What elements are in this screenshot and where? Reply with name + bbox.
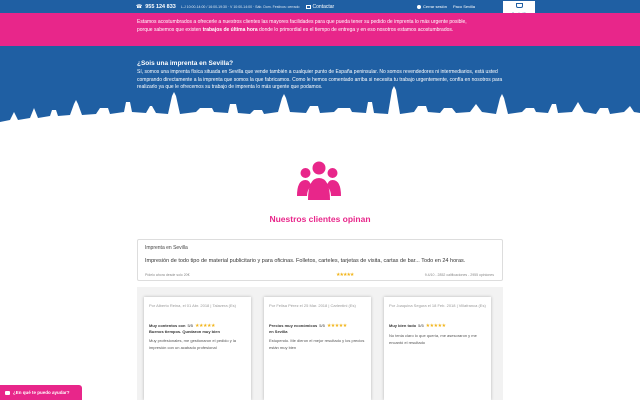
reviews-carousel bbox=[137, 287, 503, 400]
contact-link[interactable] bbox=[306, 4, 335, 10]
review-text: Estupendo. Me dieron el mejor resultado y los precios están muy bien bbox=[269, 338, 365, 350]
chat-icon bbox=[5, 391, 10, 395]
logout-link[interactable] bbox=[417, 4, 447, 9]
review-meta: Por Alberto Reina, el 01 Abr. 2018 | Talavera (Es) bbox=[149, 303, 237, 308]
urgent-line-2 bbox=[137, 26, 640, 34]
business-description: Impresión de todo tipo de material publicitario y para oficinas. Folletos, carteles, tarjetas de visita, cartas de bar... Todo en 24 horas. bbox=[145, 258, 466, 264]
review-score: 5/5 bbox=[319, 323, 325, 328]
contact-label: Contactar bbox=[312, 3, 335, 10]
phone-number[interactable]: 955 124 833 bbox=[145, 3, 176, 10]
sevilla-skyline-illustration bbox=[0, 82, 640, 132]
review-card bbox=[384, 297, 491, 400]
section-title: Nuestros clientes opinan bbox=[269, 214, 371, 224]
chat-help-button[interactable] bbox=[0, 385, 82, 400]
review-meta: Por Felisa Pérez el 25 Mar. 2018 | Carlentini (Es) bbox=[269, 303, 356, 308]
urgent-info-band bbox=[0, 13, 640, 46]
top-bar bbox=[0, 0, 640, 13]
review-rating bbox=[389, 323, 486, 329]
review-rating-text: Muy contentos con bbox=[149, 323, 186, 328]
chat-label: ¿En qué te puedo ayudar? bbox=[13, 390, 70, 395]
about-band bbox=[0, 46, 640, 132]
review-text: Muy profesionales, me gestionaron el pedido y la impresión con un acabado profesional bbox=[149, 338, 236, 350]
logout-label: Cerrar sesión bbox=[423, 4, 448, 9]
price-note: Pídelo ahora desde solo 20€ bbox=[145, 273, 190, 277]
review-rating-text: Precios muy económicos bbox=[269, 323, 318, 328]
testimonials-section bbox=[0, 132, 640, 400]
about-title: ¿Sois una imprenta en Sevilla? bbox=[137, 60, 234, 67]
urgent-line-2-bold: trabajos de última hora bbox=[202, 27, 258, 33]
opening-hours: L-J 10:00-14:00 / 16:00-19:30 · V 10:00-14:00 · Sáb. Dom. Festivos: cerrado bbox=[180, 4, 300, 9]
urgent-line-2-post: donde lo primordial es el tiempo de entrega y en eso nosotros estamos acostumbrados. bbox=[257, 27, 454, 33]
review-stars: ★★★★★ bbox=[425, 323, 446, 329]
urgent-line-2-pre: porque sabemos que existen bbox=[137, 27, 203, 33]
user-name-link[interactable]: Paco Sevilla bbox=[453, 4, 476, 9]
rating-summary-card bbox=[137, 239, 503, 281]
score-text: 9.4/10 - 2852 calificaciones - 2955 opiniones bbox=[424, 273, 494, 277]
review-text: No tenia claro lo que quería, me asesoraron y me encantó el resultado bbox=[389, 333, 477, 345]
review-title: Buenos tiempos. Quedaron muy bien bbox=[149, 329, 220, 334]
phone-icon: ☎ bbox=[136, 3, 143, 10]
review-meta: Por Joaquina Segura el 18 Feb. 2018 | Villafranca (Es) bbox=[389, 303, 486, 308]
summary-stars: ★★★★★ bbox=[336, 272, 354, 278]
review-score: 5/5 bbox=[418, 323, 424, 328]
user-icon bbox=[417, 5, 421, 9]
cart-icon bbox=[516, 3, 523, 8]
about-text: Sí, somos una imprenta física situada en Sevilla que vende también a cualquier punto de España peninsular. No somos revendedores ni intermediarios, está usted comprando directamente a la imprenta que somos la que fabricamos. Como le hemos comentado arriba si necesita tu trabajo urgentemente, confía en nosotros para realizarlo ya que le ofrecemos su trabajo de imprenta lo más urgente que podamos. bbox=[137, 69, 503, 90]
review-stars: ★★★★★ bbox=[195, 323, 215, 329]
urgent-line-1: Estamos acostumbrados a ofrecerle a nuestros clientes las mayores facilidades para que pueda tener su pedido de imprenta lo más urgente posible, bbox=[137, 19, 467, 25]
review-card bbox=[144, 297, 251, 400]
review-card bbox=[264, 297, 371, 400]
mail-icon bbox=[306, 5, 311, 9]
review-score: 5/5 bbox=[187, 323, 194, 328]
review-rating-text: Muy bien todo bbox=[389, 323, 417, 328]
business-name: Imprenta en Sevilla bbox=[145, 245, 188, 251]
review-stars: ★★★★★ bbox=[326, 323, 347, 329]
review-title: en Sevilla bbox=[269, 329, 288, 334]
customers-icon bbox=[297, 160, 341, 200]
